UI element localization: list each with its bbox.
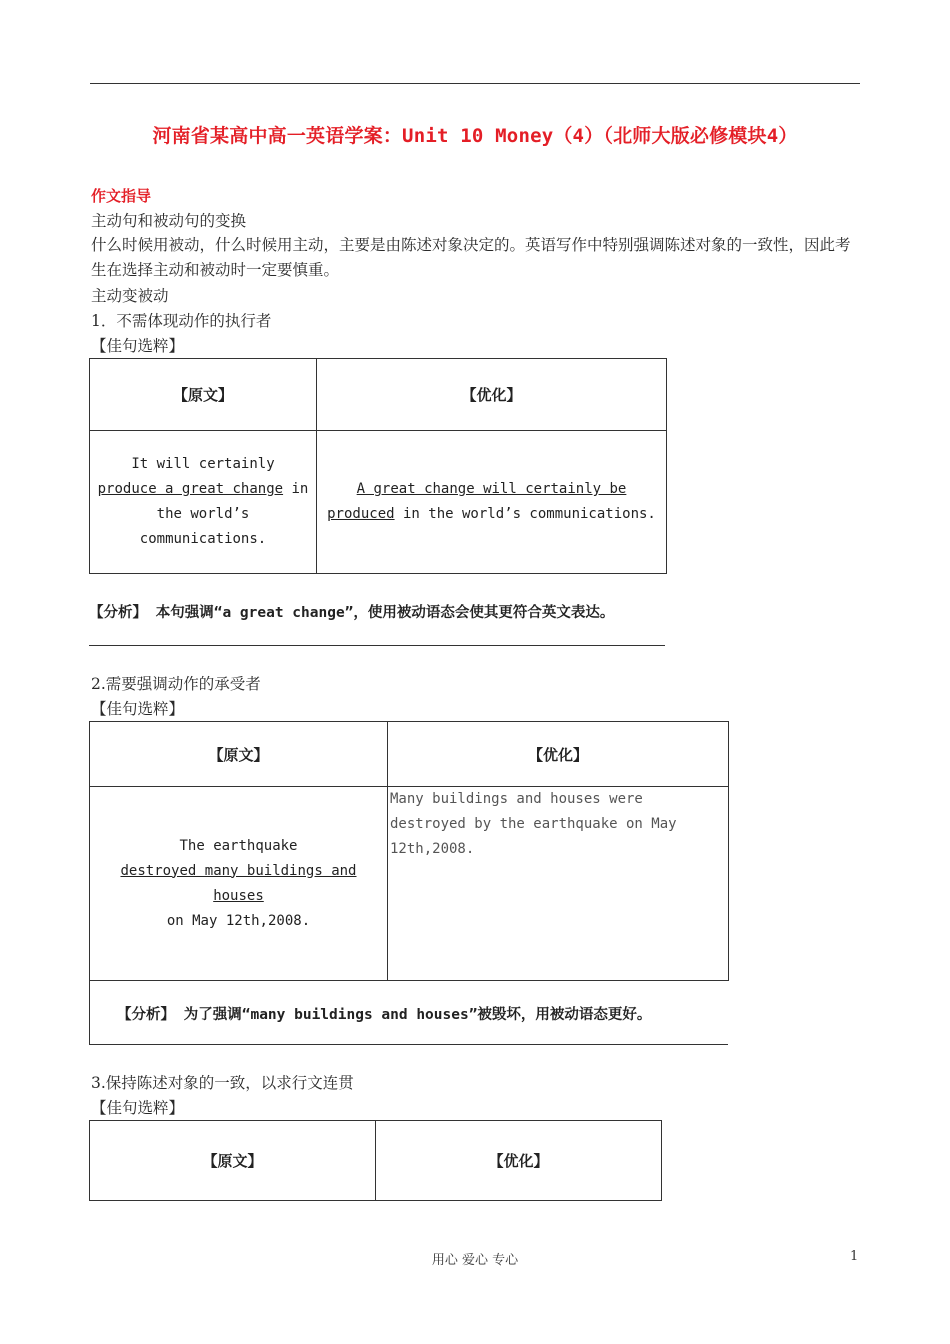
- section-heading: 作文指导: [91, 187, 152, 205]
- original-sentence-2: [90, 787, 388, 981]
- subtopic-line: 主动变被动: [91, 287, 169, 305]
- analysis-text-2: 【分析】 为了强调“many buildings and houses”被毁坏，用被动语态更好。: [117, 1007, 652, 1023]
- col-original-header: 【原文】: [90, 359, 317, 431]
- jiaju-label-3: 【佳句选粹】: [91, 1099, 185, 1117]
- analysis-row-2: [89, 980, 728, 1045]
- example-table-2: [89, 721, 729, 981]
- col-original-header: 【原文】: [90, 1121, 376, 1201]
- original-text: It will certainly: [131, 456, 275, 472]
- col-optimized-header: 【优化】: [388, 722, 729, 787]
- original-underlined: produce a great change: [97, 481, 284, 497]
- jiaju-label-2: 【佳句选粹】: [91, 700, 185, 718]
- page-number: 1: [850, 1249, 859, 1264]
- intro-paragraph: 什么时候用被动，什么时候用主动，主要是由陈述对象决定的。英语写作中特别强调陈述对象的一致性，因此考生在选择主动和被动时一定要慎重。: [91, 236, 851, 279]
- col-optimized-header: 【优化】: [317, 359, 667, 431]
- example-table-1: [89, 358, 667, 574]
- analysis-text-1: 【分析】 本句强调“a great change”，使用被动语态会使其更符合英文表达。: [89, 605, 615, 621]
- page-footer: 用心 爱心 专心: [431, 1253, 519, 1268]
- original-underlined: destroyed many buildings and houses: [120, 862, 357, 904]
- optimized-underlined: A great change will certainly be produced: [327, 481, 627, 522]
- example-table-3: [89, 1120, 662, 1201]
- original-text: The earthquake: [179, 837, 298, 854]
- top-rule: [90, 83, 860, 84]
- optimized-text-tail: in the world’s communications.: [394, 506, 656, 522]
- optimized-underlined: Many buildings and houses were destroyed: [390, 791, 643, 832]
- optimized-sentence-1: [317, 431, 667, 574]
- original-sentence-1: [90, 431, 317, 574]
- item-1-heading: 1．不需体现动作的执行者: [91, 312, 272, 330]
- optimized-sentence-2: [388, 787, 729, 981]
- original-text-tail: on May 12th,2008.: [166, 912, 311, 929]
- document-title: 河南省某高中高一英语学案：Unit 10 Money（4）（北师大版必修模块4）: [152, 125, 798, 147]
- original-text-tail: in the world’s communications.: [139, 481, 309, 547]
- col-original-header: 【原文】: [90, 722, 388, 787]
- topic-line: 主动句和被动句的变换: [91, 212, 247, 230]
- item-3-heading: 3.保持陈述对象的一致，以求行文连贯: [91, 1074, 354, 1092]
- optimized-text-tail: by the earthquake on May 12th,2008.: [390, 816, 677, 857]
- analysis-row-1: [89, 574, 665, 646]
- item-2-heading: 2.需要强调动作的承受者: [91, 675, 261, 693]
- col-optimized-header: 【优化】: [376, 1121, 662, 1201]
- jiaju-label-1: 【佳句选粹】: [91, 337, 185, 355]
